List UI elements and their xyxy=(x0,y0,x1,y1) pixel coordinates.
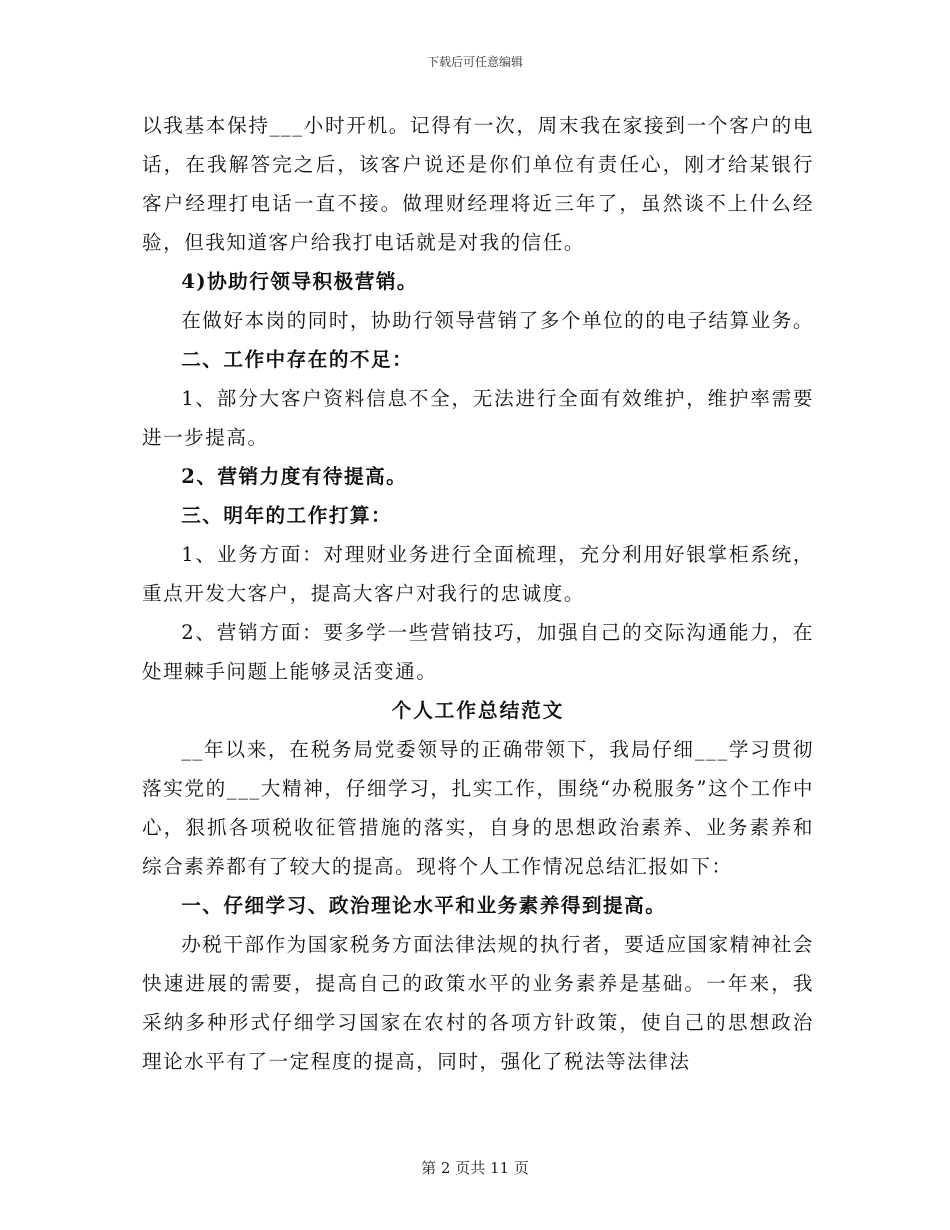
paragraph: 1、业务方面：对理财业务进行全面梳理，充分利用好银掌柜系统，重点开发大客户，提高大客户对我行的忠诚度。 xyxy=(142,543,814,605)
document-body xyxy=(142,106,814,1081)
paragraph: __年以来，在税务局党委领导的正确带领下，我局仔细___学习贯彻落实党的___大精神，仔细学习，扎实工作，围绕“办税服务”这个工作中心，狠抓各项税收征管措施的落实，自身的思想政治素养、业务素养和综合素养都有了较大的提高。现将个人工作情况总结汇报如下： xyxy=(142,738,814,878)
section-heading: 三、明年的工作打算： xyxy=(181,504,393,527)
paragraph: 办税干部作为国家税务方面法律法规的执行者，要适应国家精神社会快速进展的需要，提高自己的政策水平的业务素养是基础。一年来，我采纳多种形式仔细学习国家在农村的各项方针政策，使自己的思想政治理论水平有了一定程度的提高，同时，强化了税法等法律法 xyxy=(142,933,814,1073)
page-number: 第 2 页共 11 页 xyxy=(421,1159,529,1177)
paragraph: 在做好本岗的同时，协助行领导营销了多个单位的的电子结算业务。 xyxy=(181,309,814,332)
document-title: 个人工作总结范文 xyxy=(391,699,565,722)
page-header-note: 下载后可任意编辑 xyxy=(426,55,523,69)
section-heading: 二、工作中存在的不足： xyxy=(181,348,414,371)
paragraph: 1、部分大客户资料信息不全，无法进行全面有效维护，维护率需要进一步提高。 xyxy=(142,387,814,449)
section-heading: 一、仔细学习、政治理论水平和业务素养得到提高。 xyxy=(181,894,667,917)
paragraph: 2、营销方面：要多学一些营销技巧，加强自己的交际沟通能力，在处理棘手问题上能够灵活变通。 xyxy=(142,621,814,683)
paragraph-continued: 以我基本保持___小时开机。记得有一次，周末我在家接到一个客户的电话，在我解答完之后，该客户说还是你们单位有责任心，刚才给某银行客户经理打电话一直不接。做理财经理将近三年了，虽然谈不上什么经验，但我知道客户给我打电话就是对我的信任。 xyxy=(142,114,814,254)
section-heading: 2、营销力度有待提高。 xyxy=(181,465,408,488)
section-heading: 4)协助行领导积极营销。 xyxy=(181,270,419,293)
